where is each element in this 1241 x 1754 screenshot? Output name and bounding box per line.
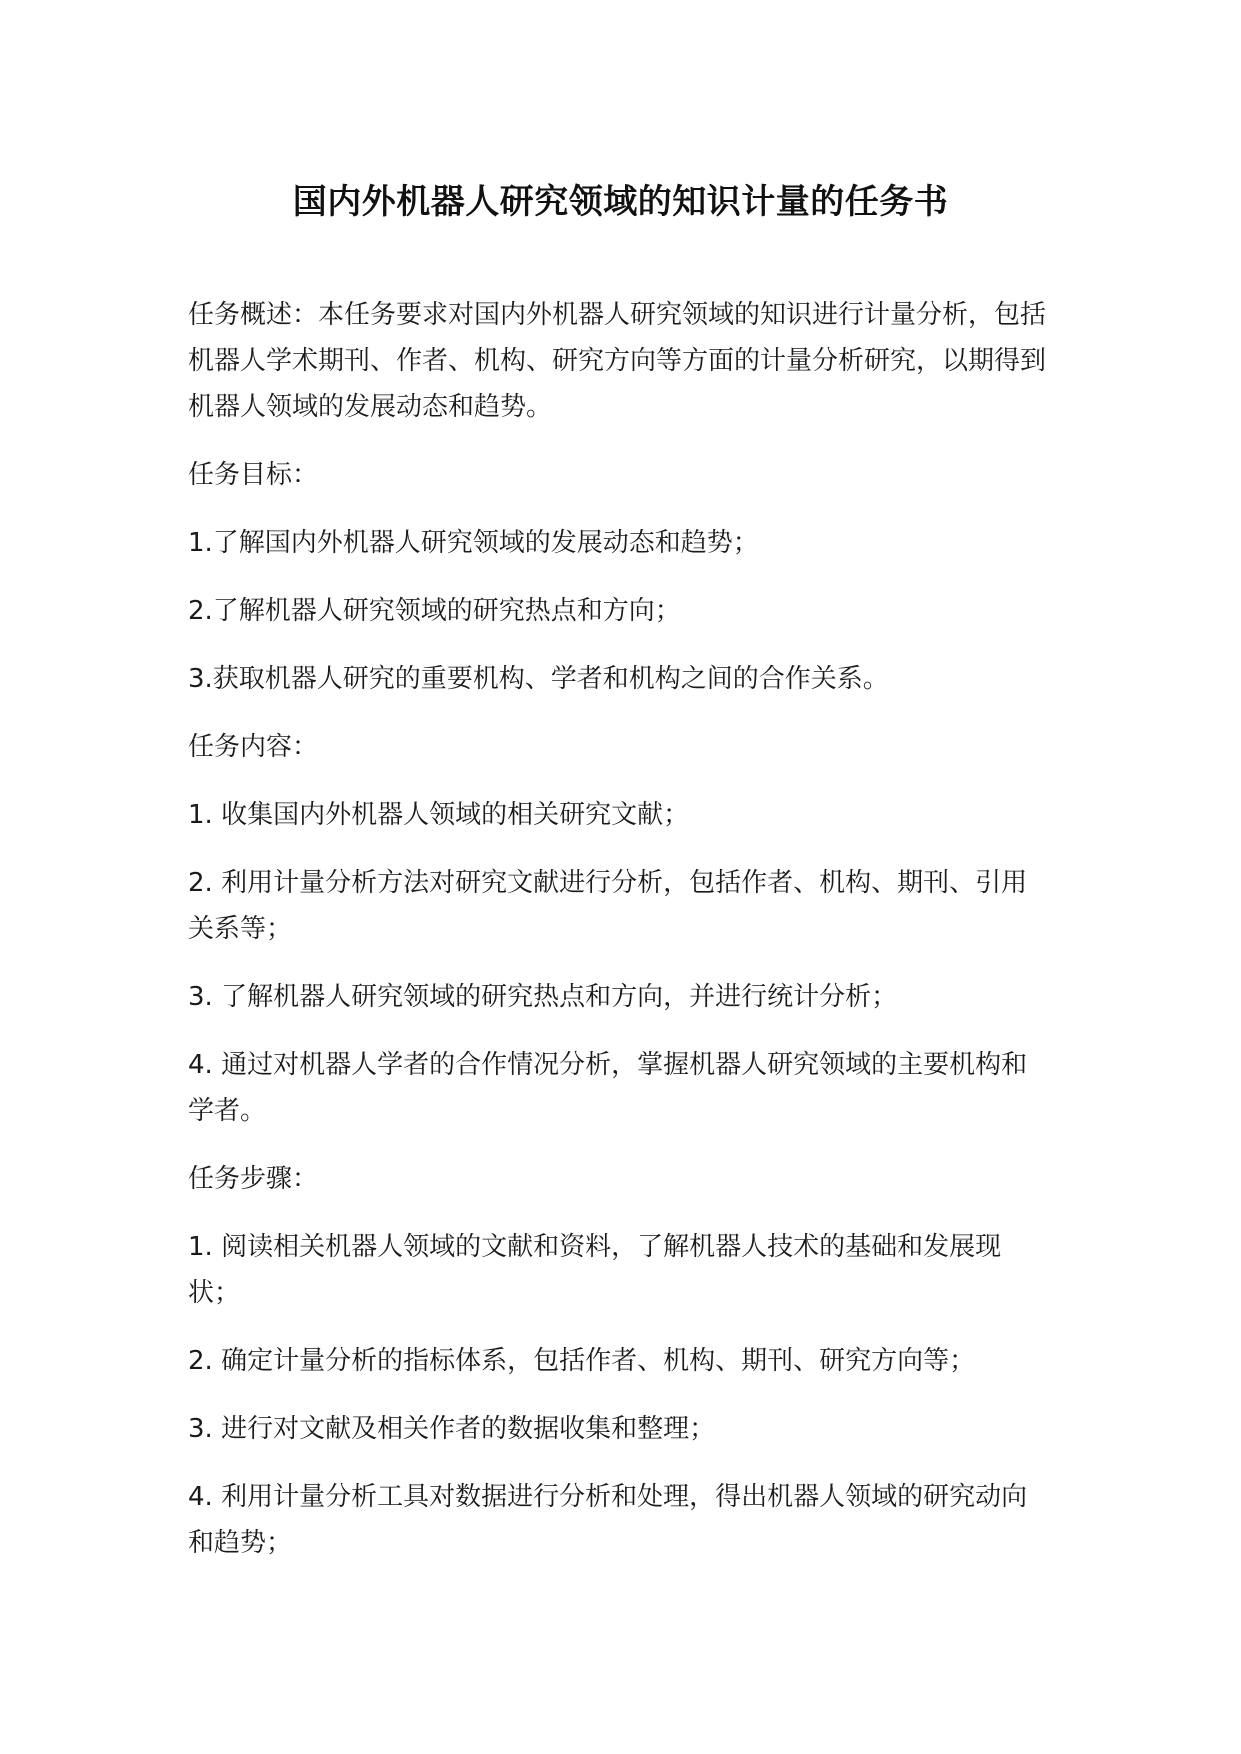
document-title: 国内外机器人研究领域的知识计量的任务书 <box>292 182 949 222</box>
content-item-4: 4. 通过对机器人学者的合作情况分析，掌握机器人研究领域的主要机构和学者。 <box>188 1050 1028 1126</box>
content-item-1: 1. 收集国内外机器人领域的相关研究文献； <box>188 800 690 830</box>
content-item-2: 2. 利用计量分析方法对研究文献进行分析，包括作者、机构、期刊、引用关系等； <box>188 868 1028 944</box>
content-item-3: 3. 了解机器人研究领域的研究热点和方向，并进行统计分析； <box>188 982 898 1012</box>
goal-item-3: 3.获取机器人研究的重要机构、学者和机构之间的合作关系。 <box>188 664 889 694</box>
goals-heading: 任务目标： <box>188 460 319 490</box>
step-item-2: 2. 确定计量分析的指标体系，包括作者、机构、期刊、研究方向等； <box>188 1346 976 1376</box>
step-item-4: 4. 利用计量分析工具对数据进行分析和处理，得出机器人领域的研究动向和趋势； <box>188 1482 1028 1558</box>
steps-heading: 任务步骤： <box>188 1164 319 1194</box>
step-item-1: 1. 阅读相关机器人领域的文献和资料，了解机器人技术的基础和发展现状； <box>188 1232 1002 1308</box>
goal-item-2: 2.了解机器人研究领域的研究热点和方向； <box>188 596 681 626</box>
overview-paragraph: 任务概述：本任务要求对国内外机器人研究领域的知识进行计量分析，包括机器人学术期刊、作者、机构、研究方向等方面的计量分析研究，以期得到机器人领域的发展动态和趋势。 <box>188 300 1047 422</box>
step-item-3: 3. 进行对文献及相关作者的数据收集和整理； <box>188 1414 716 1444</box>
document-body <box>188 292 1048 1588</box>
goal-item-1: 1.了解国内外机器人研究领域的发展动态和趋势； <box>188 528 759 558</box>
content-heading: 任务内容： <box>188 732 319 762</box>
